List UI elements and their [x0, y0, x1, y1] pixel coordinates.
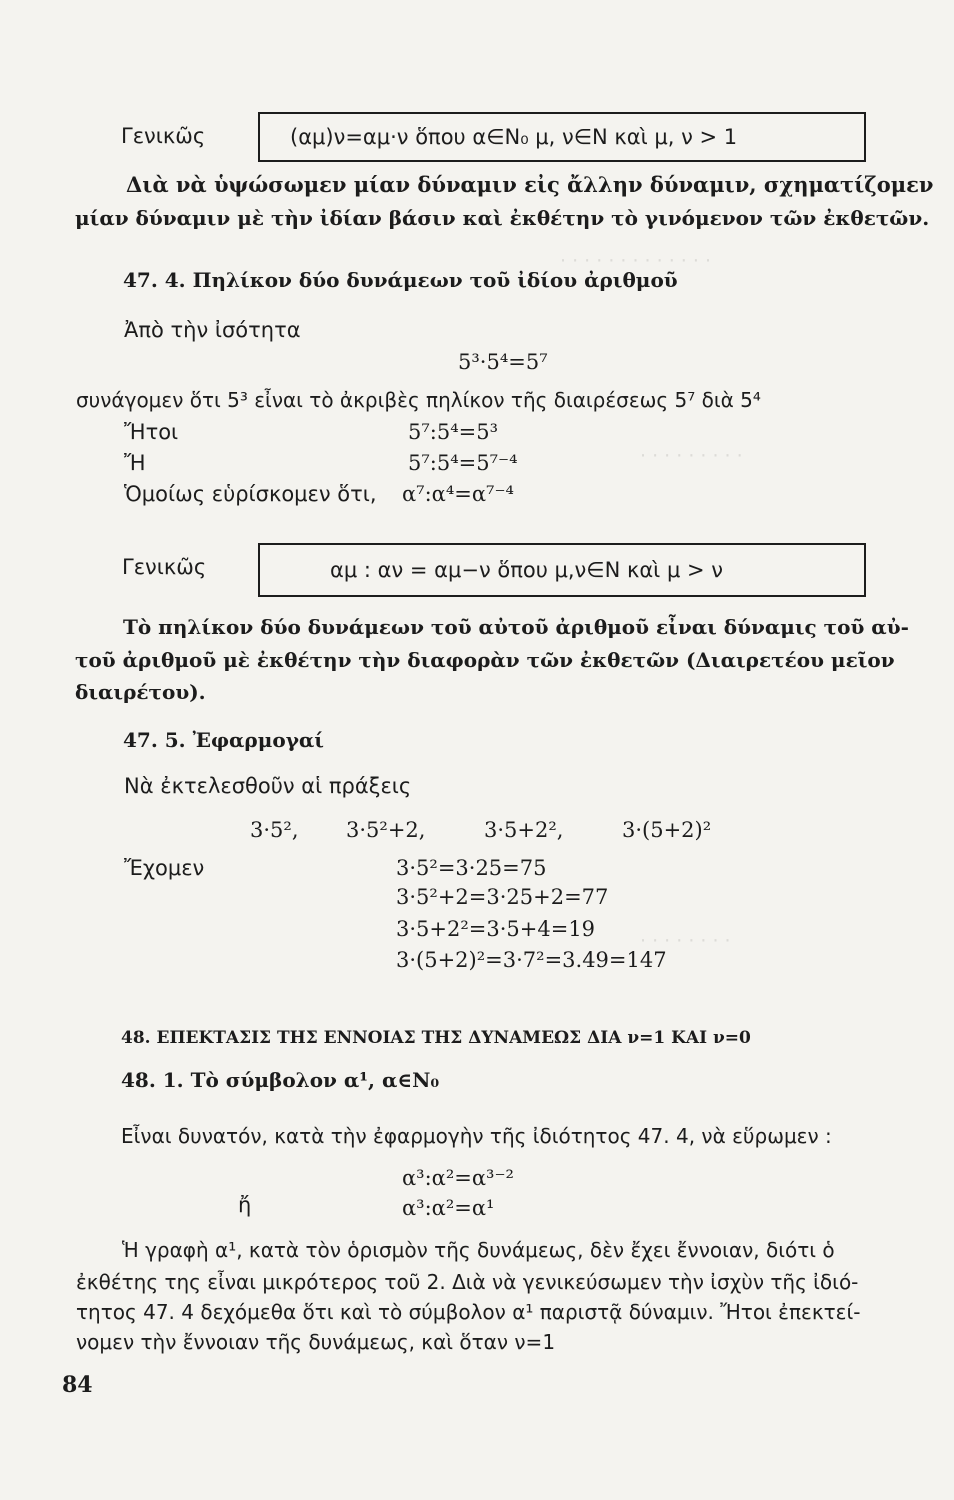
- equation-a2: α³:α²=α¹: [402, 1196, 495, 1220]
- calculation-3: 3·5+2²=3·5+4=19: [396, 917, 596, 941]
- expression-1: 3·5²,: [250, 818, 299, 842]
- paragraph-3-line-3: τητος 47. 4 δεχόμεθα ὅτι καὶ τὸ σύμβολον α¹ παριστᾷ δύναμιν. Ἤτοι ἐπεκτεί-: [76, 1300, 861, 1324]
- formula-box-1: [258, 112, 866, 162]
- identity-equation: 5³·5⁴=5⁷: [458, 350, 548, 374]
- similarly-text: Ὁμοίως εὑρίσκομεν ὅτι,: [124, 482, 377, 506]
- paragraph-1-line-1: Διὰ νὰ ὑψώσωμεν μίαν δύναμιν εἰς ἄλλην δύναμιν, σχηματίζομεν: [126, 172, 934, 197]
- etoi-label: Ἤτοι: [124, 420, 179, 444]
- paragraph-2-line-1: Τὸ πηλίκον δύο δυνάμεων τοῦ αὐτοῦ ἀριθμοῦ εἶναι δύναμις τοῦ αὐ-: [123, 615, 909, 639]
- i-label: Ἤ: [124, 451, 146, 475]
- paragraph-3-line-2: ἐκθέτης της εἶναι μικρότερος τοῦ 2. Διὰ νὰ γενικεύσωμεν τὴν ἰσχὺν τῆς ἰδιό-: [76, 1270, 859, 1294]
- expression-3: 3·5+2²,: [484, 818, 564, 842]
- section-48-1-heading: 48. 1. Τὸ σύμβολον α¹, α∈N₀: [121, 1068, 440, 1092]
- section-47-4-heading: 47. 4. Πηλίκον δύο δυνάμεων τοῦ ἰδίου ἀριθμοῦ: [123, 268, 678, 292]
- general-label-2: Γενικῶς: [122, 555, 207, 579]
- similarly-equation: α⁷:α⁴=α⁷⁻⁴: [402, 482, 514, 506]
- equation-a1: α³:α²=α³⁻²: [402, 1166, 514, 1190]
- section-48-heading: 48. ΕΠΕΚΤΑΣΙΣ ΤΗΣ ΕΝΝΟΙΑΣ ΤΗΣ ΔΥΝΑΜΕΩΣ ΔΙΑ ν=1 ΚΑΙ ν=0: [121, 1028, 751, 1048]
- etoi-equation: 5⁷:5⁴=5³: [408, 420, 499, 444]
- expression-4: 3·(5+2)²: [622, 818, 712, 842]
- calculation-1: 3·5²=3·25=75: [396, 856, 547, 880]
- paragraph-2-line-3: διαιρέτου).: [75, 680, 206, 704]
- paragraph-2-line-2: τοῦ ἀριθμοῦ μὲ ἐκθέτην τὴν διαφορὰν τῶν ἐκθετῶν (Διαιρετέου μεῖον: [75, 648, 895, 672]
- have-label: Ἔχομεν: [124, 856, 205, 880]
- expression-2: 3·5²+2,: [346, 818, 426, 842]
- section-47-5-heading: 47. 5. Ἐφαρμογαί: [123, 728, 324, 752]
- conclusion-line: συνάγομεν ὅτι 5³ εἶναι τὸ ἀκριβὲς πηλίκον τῆς διαιρέσεως 5⁷ διὰ 5⁴: [76, 388, 761, 412]
- perform-text: Νὰ ἐκτελεσθοῦν αἱ πράξεις: [124, 774, 412, 798]
- general-label-1: Γενικῶς: [121, 124, 206, 148]
- possible-text: Εἶναι δυνατόν, κατὰ τὴν ἐφαρμογὴν τῆς ἰδιότητος 47. 4, νὰ εὕρωμεν :: [121, 1124, 832, 1148]
- paragraph-3-line-4: νομεν τὴν ἔννοιαν τῆς δυνάμεως, καὶ ὅταν ν=1: [76, 1330, 556, 1354]
- from-identity-text: Ἀπὸ τὴν ἰσότητα: [124, 318, 301, 342]
- paragraph-3-line-1: Ἡ γραφὴ α¹, κατὰ τὸν ὁρισμὸν τῆς δυνάμεως, δὲν ἔχει ἔννοιαν, διότι ὁ: [122, 1238, 835, 1262]
- paragraph-1-line-2: μίαν δύναμιν μὲ τὴν ἰδίαν βάσιν καὶ ἐκθέτην τὸ γινόμενον τῶν ἐκθετῶν.: [75, 206, 930, 230]
- page-number: 84: [62, 1372, 93, 1398]
- formula-box-2: [258, 543, 866, 597]
- formula-1: (αμ)ν=αμ·ν ὅπου α∈N₀ μ, ν∈N καὶ μ, ν > 1: [290, 125, 738, 149]
- calculation-4: 3·(5+2)²=3·7²=3.49=147: [396, 948, 667, 972]
- formula-2: αμ : αν = αμ−ν ὅπου μ,ν∈N καὶ μ > ν: [330, 558, 724, 582]
- or-label: ἤ: [238, 1193, 252, 1217]
- calculation-2: 3·5²+2=3·25+2=77: [396, 885, 609, 909]
- i-equation: 5⁷:5⁴=5⁷⁻⁴: [408, 451, 518, 475]
